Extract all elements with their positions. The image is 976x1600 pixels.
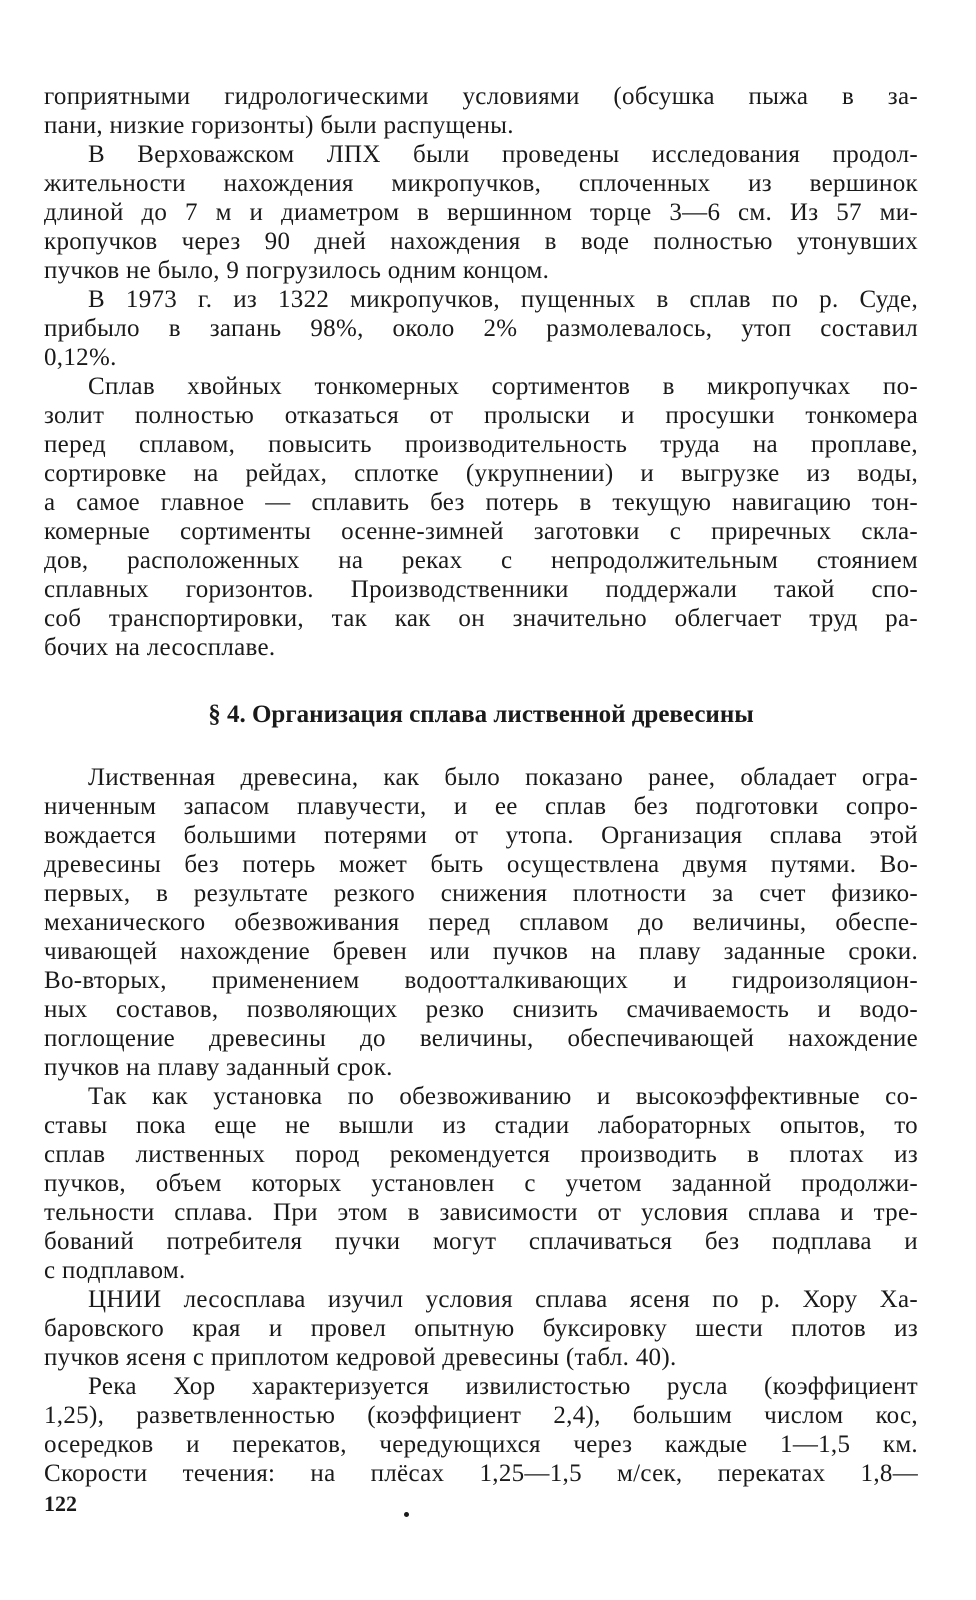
page-number: 122 bbox=[44, 1491, 77, 1516]
text-line: сортировке на рейдах, сплотке (укрупнении) и выгрузке из воды, bbox=[44, 460, 918, 487]
text-line: вождается большими потерями от утопа. Организация сплава этой bbox=[44, 822, 918, 849]
text-line: пучков, объем которых установлен с учетом заданной продолжи- bbox=[44, 1170, 918, 1197]
text-line: Так как установка по обезвоживанию и высокоэффективные со- bbox=[88, 1083, 918, 1110]
text-line: золит полностью отказаться от пролыски и просушки тонкомера bbox=[44, 402, 918, 429]
text-line: Скорости течения: на плёсах 1,25—1,5 м/сек, перекатах 1,8— bbox=[44, 1460, 918, 1487]
text-line: а самое главное — сплавить без потерь в текущую навигацию тон- bbox=[44, 489, 918, 516]
text-line: прибыло в запань 98%, около 2% размолевалось, утоп составил bbox=[44, 315, 918, 342]
text-line: сплавных горизонтов. Производственники поддержали такой спо- bbox=[44, 576, 918, 603]
text-line: кропучков через 90 дней нахождения в воде полностью утонувших bbox=[44, 228, 918, 255]
text-line: пучков ясеня с приплотом кедровой древесины (табл. 40). bbox=[44, 1344, 677, 1371]
text-line: ных составов, позволяющих резко снизить смачиваемость и водо- bbox=[44, 996, 918, 1023]
text-line: древесины без потерь может быть осуществлена двумя путями. Во- bbox=[44, 851, 918, 878]
text-line: длиной до 7 м и диаметром в вершинном торце 3—6 см. Из 57 ми- bbox=[44, 199, 918, 226]
print-speck bbox=[404, 1512, 409, 1517]
text-line: пучков не было, 9 погрузилось одним концом. bbox=[44, 257, 550, 284]
text-line: В Верховажском ЛПХ были проведены исследования продол- bbox=[88, 141, 918, 168]
text-line: Лиственная древесина, как было показано ранее, обладает огра- bbox=[88, 764, 918, 791]
text-line: бочих на лесосплаве. bbox=[44, 634, 276, 661]
text-line: Сплав хвойных тонкомерных сортиментов в микропучках по- bbox=[88, 373, 918, 400]
text-block-top bbox=[44, 82, 918, 662]
text-line: гоприятными гидрологическими условиями (обсушка пыжа в за- bbox=[44, 83, 918, 110]
text-line: жительности нахождения микропучков, сплоченных из вершинок bbox=[44, 170, 918, 197]
text-line: дов, расположенных на реках с непродолжительным стоянием bbox=[44, 547, 918, 574]
text-line: ниченным запасом плавучести, и ее сплав без подготовки сопро- bbox=[44, 793, 918, 820]
text-block-bottom bbox=[44, 763, 918, 1488]
text-line: пучков на плаву заданный срок. bbox=[44, 1054, 393, 1081]
text-line: пани, низкие горизонты) были распущены. bbox=[44, 112, 514, 139]
text-line: с подплавом. bbox=[44, 1257, 186, 1284]
text-line: ставы пока еще не вышли из стадии лабораторных опытов, то bbox=[44, 1112, 918, 1139]
text-line: перед сплавом, повысить производительность труда на проплаве, bbox=[44, 431, 918, 458]
section-heading: § 4. Организация сплава лиственной древесины bbox=[208, 701, 754, 728]
text-line: комерные сортименты осенне-зимней заготовки с приречных скла- bbox=[44, 518, 918, 545]
text-line: В 1973 г. из 1322 микропучков, пущенных в сплав по р. Суде, bbox=[88, 286, 918, 313]
text-line: чивающей нахождение бревен или пучков на плаву заданные сроки. bbox=[44, 938, 918, 965]
text-line: Река Хор характеризуется извилистостью русла (коэффициент bbox=[88, 1373, 918, 1400]
text-line: механического обезвоживания перед сплавом до величины, обеспе- bbox=[44, 909, 918, 936]
text-line: осередков и перекатов, чередующихся через каждые 1—1,5 км. bbox=[44, 1431, 918, 1458]
text-line: первых, в результате резкого снижения плотности за счет физико- bbox=[44, 880, 918, 907]
text-line: сплав лиственных пород рекомендуется производить в плотах из bbox=[44, 1141, 918, 1168]
text-line: 1,25), разветвленностью (коэффициент 2,4), большим числом кос, bbox=[44, 1402, 918, 1429]
text-line: 0,12%. bbox=[44, 344, 117, 371]
text-line: Во-вторых, применением водоотталкивающих и гидроизоляцион- bbox=[44, 967, 918, 994]
text-line: ЦНИИ лесосплава изучил условия сплава ясеня по р. Хору Ха- bbox=[88, 1286, 918, 1313]
text-line: тельности сплава. При этом в зависимости от условия сплава и тре- bbox=[44, 1199, 918, 1226]
text-line: бований потребителя пучки могут сплачиваться без подплава и bbox=[44, 1228, 918, 1255]
text-line: баровского края и провел опытную буксировку шести плотов из bbox=[44, 1315, 918, 1342]
text-line: соб транспортировки, так как он значительно облегчает труд ра- bbox=[44, 605, 918, 632]
text-line: поглощение древесины до величины, обеспечивающей нахождение bbox=[44, 1025, 918, 1052]
